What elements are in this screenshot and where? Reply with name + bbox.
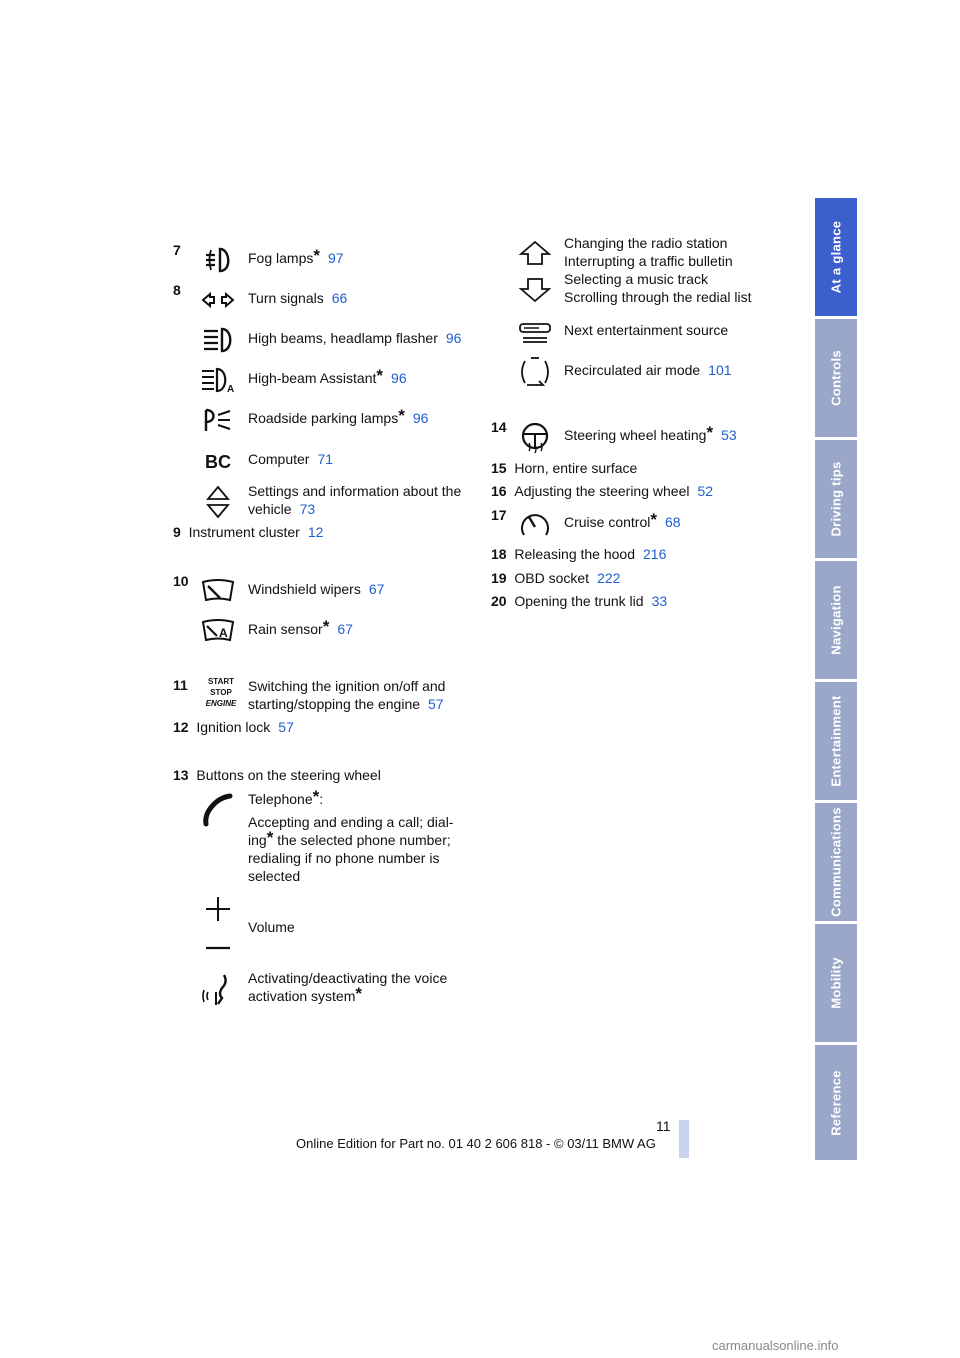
watermark: carmanualsonline.info bbox=[712, 1338, 839, 1353]
start-stop-icon: START STOP ENGINE bbox=[205, 677, 237, 708]
page-ref-link[interactable]: 101 bbox=[708, 362, 732, 378]
high-beam-assistant-icon bbox=[200, 365, 236, 395]
arrow-down-icon bbox=[517, 275, 553, 305]
horn-item: 15 Horn, entire surface bbox=[491, 460, 638, 476]
volume-label: Volume bbox=[248, 919, 295, 935]
footer-text: Online Edition for Part no. 01 40 2 606 818 - © 03/11 BMW AG bbox=[296, 1136, 656, 1151]
cruise-control-label: Cruise control* 68 bbox=[564, 510, 681, 530]
voice-activation-icon bbox=[200, 972, 236, 1008]
page-ref-link[interactable]: 66 bbox=[331, 290, 348, 306]
arrow-up-icon bbox=[517, 238, 553, 268]
svg-text:A: A bbox=[219, 626, 228, 640]
page-ref-link[interactable]: 57 bbox=[278, 719, 294, 735]
high-beam-assistant-label: High-beam Assistant* 96 bbox=[248, 366, 407, 386]
item-number: 11 bbox=[173, 677, 188, 693]
obd-item: 19 OBD socket 222 bbox=[491, 570, 621, 586]
turn-signal-icon bbox=[200, 285, 236, 315]
tab-entertainment[interactable]: Entertainment bbox=[815, 682, 857, 800]
next-entertainment-source-label: Next entertainment source bbox=[564, 322, 729, 338]
fog-lamps-label: Fog lamps* 97 bbox=[248, 246, 344, 266]
page-ref-link[interactable]: 97 bbox=[327, 250, 344, 266]
recirculated-air-icon bbox=[517, 355, 553, 389]
page-ref-link[interactable]: 67 bbox=[368, 581, 385, 597]
svg-text:BC: BC bbox=[205, 452, 231, 472]
page-number-bar bbox=[679, 1120, 689, 1158]
page-ref-link[interactable]: 33 bbox=[651, 593, 668, 609]
high-beam-icon bbox=[200, 325, 236, 355]
page-ref-link[interactable]: 96 bbox=[412, 410, 429, 426]
item-number: 7 bbox=[173, 242, 181, 258]
tab-navigation[interactable]: Navigation bbox=[815, 561, 857, 679]
item-number: 8 bbox=[173, 282, 181, 298]
tab-controls[interactable]: Controls bbox=[815, 319, 857, 437]
roadside-parking-label: Roadside parking lamps* 96 bbox=[248, 406, 429, 426]
tab-driving-tips[interactable]: Driving tips bbox=[815, 440, 857, 558]
tab-at-a-glance[interactable]: At a glance bbox=[815, 198, 857, 316]
page-ref-link[interactable]: 96 bbox=[391, 370, 407, 386]
page-ref-link[interactable]: 222 bbox=[597, 570, 621, 586]
page-ref-link[interactable]: 53 bbox=[721, 427, 737, 443]
telephone-description: Telephone*: Accepting and ending a call; dial- ing* the selected phone number; redialing if no phone number is selected bbox=[248, 787, 454, 884]
voice-activation-label: Activating/deactivating the voice activation system* bbox=[248, 970, 448, 1004]
page-ref-link[interactable]: 216 bbox=[643, 546, 667, 562]
plus-icon bbox=[200, 895, 236, 925]
instrument-cluster-item: 9 Instrument cluster 12 bbox=[173, 524, 324, 540]
page-number: 11 bbox=[656, 1118, 671, 1134]
steering-wheel-heating-icon bbox=[517, 421, 553, 455]
page-ref-link[interactable]: 12 bbox=[307, 524, 324, 540]
wiper-icon bbox=[200, 576, 236, 606]
tab-mobility[interactable]: Mobility bbox=[815, 924, 857, 1042]
rain-sensor-icon bbox=[200, 616, 236, 646]
cruise-control-icon bbox=[517, 507, 553, 541]
svg-text:A: A bbox=[227, 384, 235, 395]
turn-signals-label: Turn signals 66 bbox=[248, 290, 348, 306]
ignition-lock-item: 12 Ignition lock 57 bbox=[173, 719, 294, 735]
computer-label: Computer 71 bbox=[248, 451, 334, 467]
tab-communications[interactable]: Communications bbox=[815, 803, 857, 921]
windshield-wipers-label: Windshield wipers 67 bbox=[248, 581, 385, 597]
steering-buttons-item: 13 Buttons on the steering wheel bbox=[173, 767, 381, 783]
next-source-icon bbox=[517, 318, 553, 348]
ignition-switch-label: Switching the ignition on/off and starting/stopping the engine 57 bbox=[248, 678, 446, 712]
tab-reference[interactable]: Reference bbox=[815, 1045, 857, 1160]
item-number: 17 bbox=[491, 507, 507, 523]
telephone-icon bbox=[200, 790, 236, 830]
page-ref-link[interactable]: 71 bbox=[317, 451, 334, 467]
hood-item: 18 Releasing the hood 216 bbox=[491, 546, 667, 562]
steering-wheel-heating-label: Steering wheel heating* 53 bbox=[564, 423, 737, 443]
fog-lamp-icon bbox=[200, 245, 236, 275]
high-beams-label: High beams, headlamp flasher 96 bbox=[248, 330, 462, 346]
bc-computer-icon bbox=[200, 445, 236, 475]
up-down-triangle-icon bbox=[200, 484, 236, 520]
recirculated-air-label: Recirculated air mode 101 bbox=[564, 362, 732, 378]
minus-icon bbox=[200, 935, 236, 965]
page-ref-link[interactable]: 52 bbox=[697, 483, 714, 499]
item-number: 14 bbox=[491, 419, 507, 435]
settings-label: Settings and information about the vehicle 73 bbox=[248, 483, 462, 517]
rain-sensor-label: Rain sensor* 67 bbox=[248, 617, 353, 637]
adjust-steering-item: 16 Adjusting the steering wheel 52 bbox=[491, 483, 714, 499]
page-ref-link[interactable]: 57 bbox=[428, 696, 444, 712]
item-number: 10 bbox=[173, 573, 189, 589]
parking-lamp-icon bbox=[200, 405, 236, 435]
page-ref-link[interactable]: 73 bbox=[299, 501, 316, 517]
page-ref-link[interactable]: 67 bbox=[337, 621, 353, 637]
trunk-item: 20 Opening the trunk lid 33 bbox=[491, 593, 668, 609]
page-ref-link[interactable]: 68 bbox=[665, 514, 681, 530]
page-ref-link[interactable]: 96 bbox=[445, 330, 462, 346]
radio-track-description: Changing the radio station Interrupting a traffic bulletin Selecting a music track Scrolling through the redial list bbox=[564, 235, 752, 305]
